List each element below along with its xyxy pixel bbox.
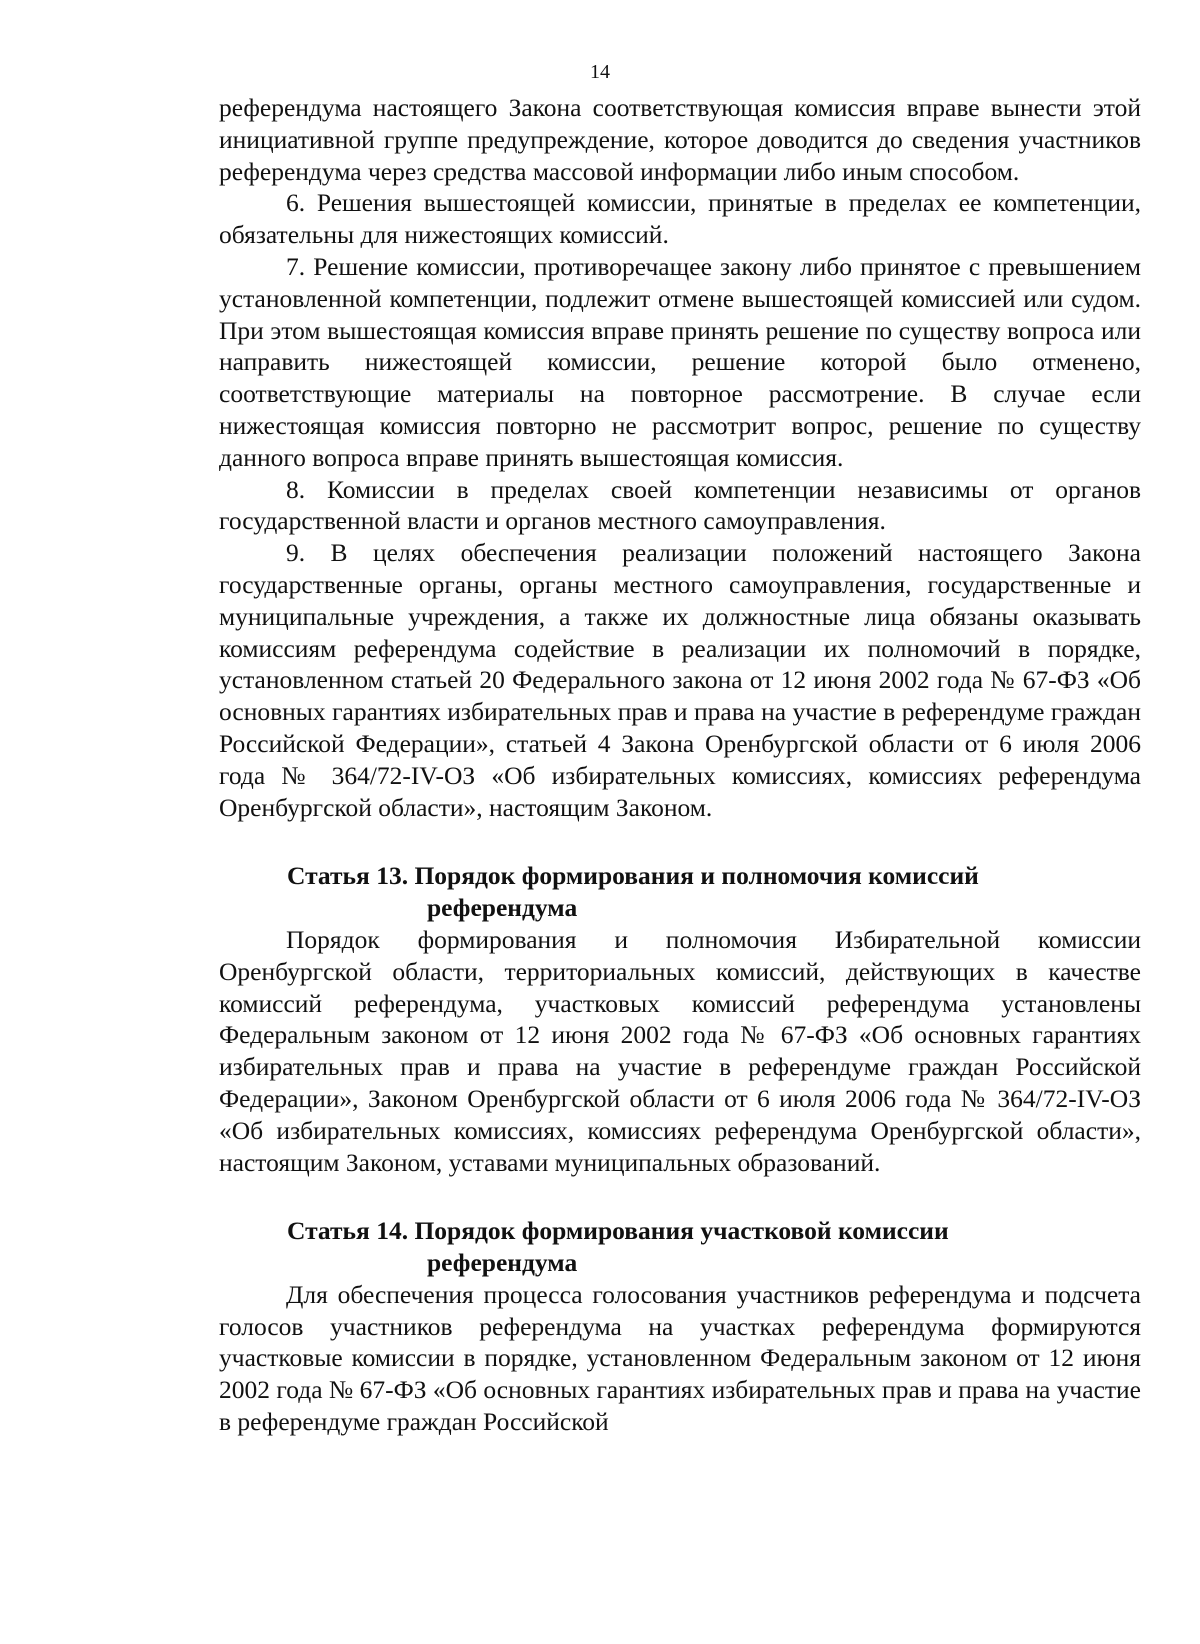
paragraph-continuation: референдума настоящего Закона соответствующая комиссия вправе вынести этой инициативной группе предупреждение, которое доводится до сведения участников референдума через средства массовой информации либо иным способом.: [219, 93, 1141, 186]
article-14-heading-line1: Статья 14. Порядок формирования участковой комиссии: [287, 1216, 949, 1246]
article-13-text: Порядок формирования и полномочия Избирательной комиссии Оренбургской области, территориальных комиссий, действующих в качестве комиссий референдума, участковых комиссий референдума установлены Федеральным законом от 12 июня 2002 года № 67-ФЗ «Об основных гарантиях избирательных прав и права на участие в референдуме граждан Российской Федерации», Законом Оренбургской области от 6 июля 2006 года № 364/72-IV-ОЗ «Об избирательных комиссиях, комиссиях референдума Оренбургской области», настоящим Законом, уставами муниципальных образований.: [219, 924, 1141, 1177]
paragraph-item-7: 7. Решение комиссии, противоречащее закону либо принятое с превышением установленной компетенции, подлежит отмене вышестоящей комиссией или судом. При этом вышестоящая комиссия вправе принять решение по существу вопроса или направить нижестоящей комиссии, решение которой было отменено, соответствующие материалы на повторное рассмотрение. В случае если нижестоящая комиссия повторно не рассмотрит вопрос, решение по существу данного вопроса вправе принять вышестоящая комиссия.: [219, 251, 1141, 472]
article-14-heading-line2: референдума: [427, 1248, 578, 1278]
article-13-heading: [219, 860, 1141, 924]
article-14-heading: [219, 1215, 1141, 1279]
paragraph-item-9: 9. В целях обеспечения реализации положений настоящего Закона государственные органы, органы местного самоуправления, государственные и муниципальные учреждения, а также их должностные лица обязаны оказывать комиссиям референдума содействие в реализации их полномочий в порядке, установленном статьей 20 Федерального закона от 12 июня 2002 года № 67-ФЗ «Об основных гарантиях избирательных прав и права на участие в референдуме граждан Российской Федерации», статьей 4 Закона Оренбургской области от 6 июля 2006 года № 364/72-IV-ОЗ «Об избирательных комиссиях, комиссиях референдума Оренбургской области», настоящим Законом.: [219, 538, 1141, 822]
document-body: [219, 92, 1141, 1438]
article-13-heading-line2: референдума: [427, 893, 578, 923]
paragraph-item-6: 6. Решения вышестоящей комиссии, принятые в пределах ее компетенции, обязательны для нижестоящих комиссий.: [219, 188, 1141, 250]
page-number: 14: [590, 61, 610, 83]
paragraph-item-8: 8. Комиссии в пределах своей компетенции независимы от органов государственной власти и органов местного самоуправления.: [219, 474, 1141, 536]
article-13-heading-line1: Статья 13. Порядок формирования и полномочия комиссий: [287, 861, 979, 891]
article-14-text: Для обеспечения процесса голосования участников референдума и подсчета голосов участников референдума на участках референдума формируются участковые комиссии в порядке, установленном Федеральным законом от 12 июня 2002 года № 67-ФЗ «Об основных гарантиях избирательных прав и права на участие в референдуме граждан Российской: [219, 1279, 1141, 1437]
